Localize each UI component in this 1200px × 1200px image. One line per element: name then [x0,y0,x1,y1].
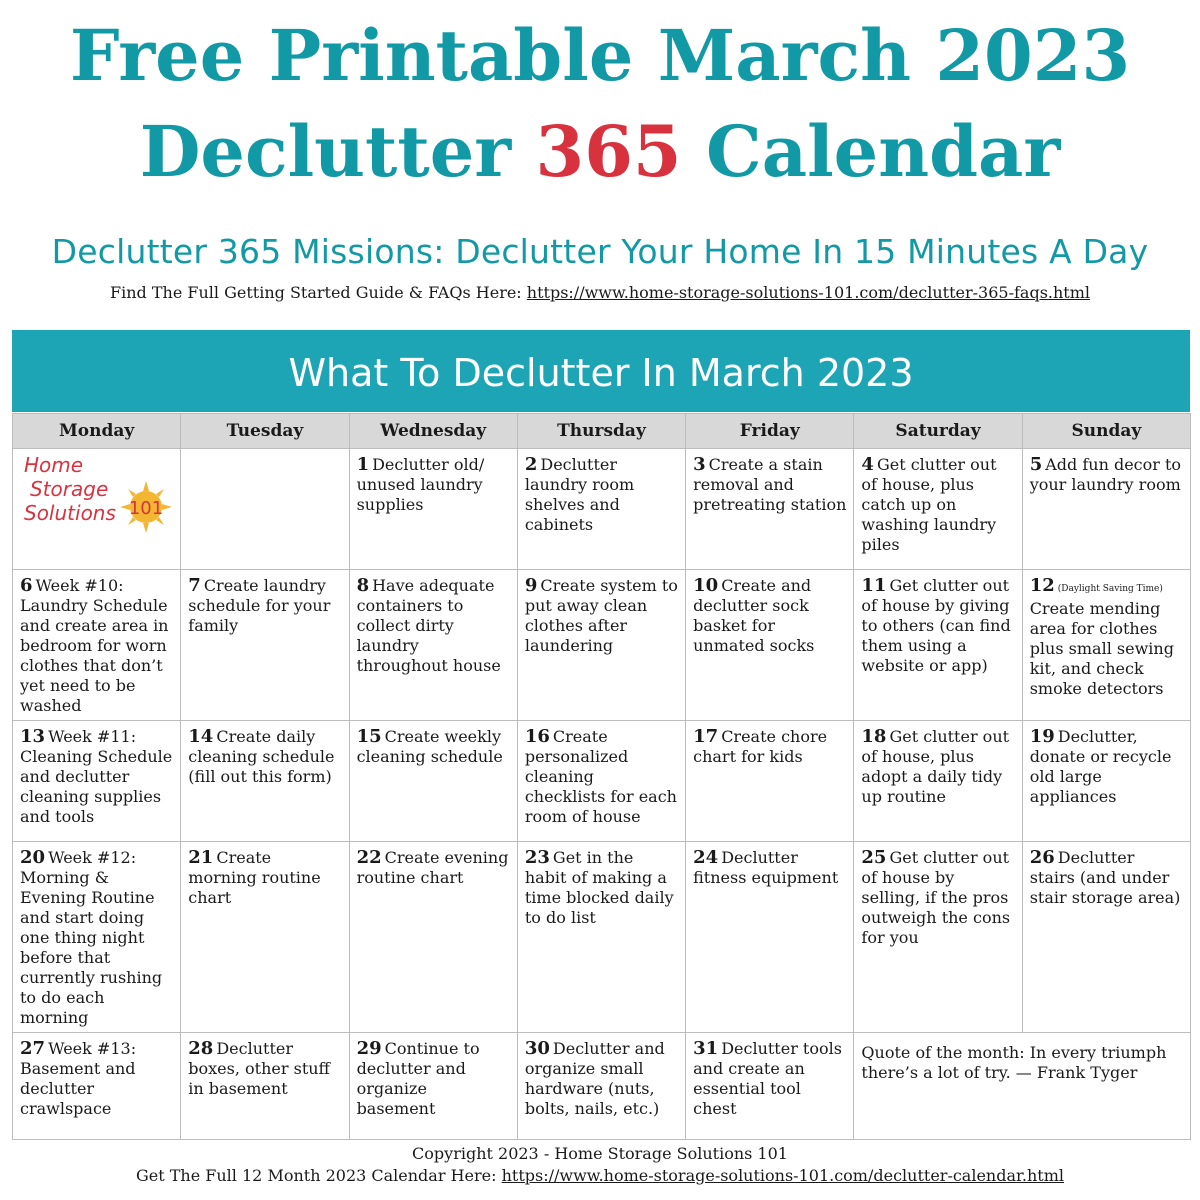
day-cell-26 [1022,842,1190,1033]
day-cell-5 [1022,449,1190,570]
page-title-line2 [0,104,1200,200]
day-number: 16 [524,726,550,747]
day-cell-18 [854,721,1022,842]
day-number: 17 [693,726,719,747]
day-number: 19 [1029,726,1055,747]
day-cell-1 [349,449,517,570]
weekday-sunday: Sunday [1022,414,1190,449]
task-text: plus [1029,639,1069,658]
day-cell-19 [1022,721,1190,842]
task-text: , plus adopt a [861,747,975,786]
task-link[interactable]: small sewing kit [1029,639,1174,678]
task-link[interactable]: stain removal and pretreating station [693,455,847,514]
guide-line [0,283,1200,302]
footer-calendar-line [0,1166,1200,1185]
day-number: 21 [188,847,214,868]
week-row-2 [13,570,1191,721]
task-link[interactable]: Have adequate containers to collect dirty laundry throughout house [356,576,501,675]
day-number: 8 [356,575,370,596]
day-number: 26 [1029,847,1055,868]
day-cell-16 [517,721,685,842]
day-cell-30 [517,1033,685,1140]
task-text: (nuts, bolts, nails, etc.) [524,1079,660,1118]
task-link[interactable]: declutter cleaning supplies [20,767,162,806]
sun-icon [120,481,172,533]
task-link[interactable]: this form [251,767,326,786]
task-text: ) [325,767,332,786]
weekday-tuesday: Tuesday [181,414,349,449]
task-text: (fill out [188,767,252,786]
task-text: Create and declutter [693,576,812,615]
day-number: 27 [20,1038,46,1059]
day-cell-21 [181,842,349,1033]
day-number: 25 [861,847,887,868]
day-cell-23 [517,842,685,1033]
task-link[interactable]: Get clutter out of house [861,455,997,494]
day-number: 3 [693,454,706,475]
task-link[interactable]: check smoke detectors [1029,659,1164,698]
task-link[interactable]: declutter crawlspace [20,1079,112,1118]
day-number: 24 [693,847,719,868]
task-text: Get in the habit of making a time blocked daily to do list [524,848,674,927]
task-text: Create a [708,455,784,474]
title-365: 365 [535,110,682,193]
task-link[interactable]: area in bedroom for worn clothes that don’t yet need to be washed [20,616,169,715]
logo-word-home: Home [24,453,84,477]
day-number: 10 [693,575,719,596]
task-link[interactable]: fun decor to your laundry room [1029,455,1182,494]
task-link[interactable]: daily tidy up routine [861,767,1003,806]
day-cell-9 [517,570,685,721]
footer-copyright: Copyright 2023 - Home Storage Solutions 101 [412,1144,788,1163]
weekday-monday: Monday [13,414,181,449]
day-number: 31 [693,1038,719,1059]
title-calendar: Calendar [706,110,1061,193]
weekday-saturday: Saturday [854,414,1022,449]
task-link[interactable]: catch up on washing laundry piles [861,495,997,554]
task-link[interactable]: Week #12: Morning & Evening Routine [20,848,155,907]
logo-word-storage: Storage [30,477,109,501]
logo-word-solutions: Solutions [24,501,116,525]
day-cell-25 [854,842,1022,1033]
task-link[interactable]: Get clutter out of house [861,727,1010,766]
task-link[interactable]: Create chore chart for kids [693,727,828,766]
weekday-header-row [13,414,1191,449]
weekday-thursday: Thursday [517,414,685,449]
weekday-friday: Friday [686,414,854,449]
task-text: Create personalized [524,727,629,766]
day-cell-27 [13,1033,181,1140]
task-link[interactable]: essential tool chest [693,1079,801,1118]
day-cell-15 [349,721,517,842]
week-row-5 [13,1033,1191,1140]
task-link[interactable]: Declutter old/ unused laundry supplies [356,455,485,514]
day-cell-11 [854,570,1022,721]
task-text: and [100,1059,136,1078]
day-cell-2 [517,449,685,570]
task-link[interactable]: Create laundry schedule for your family [188,576,331,635]
calendar-heading: What To Declutter In March 2023 [12,330,1190,412]
task-link[interactable]: Declutter fitness equipment [693,848,839,887]
day-number: 6 [20,575,33,596]
page-title-line1: Free Printable March 2023 [69,14,1131,97]
day-number: 29 [356,1038,382,1059]
task-text: , plus [929,475,975,494]
day-cell-20 [13,842,181,1033]
day-number: 30 [524,1038,550,1059]
task-text: Get clutter out of house by selling, if the pros outweigh the cons for you [861,848,1011,947]
guide-text: Find The Full Getting Started Guide & FAQs Here: [109,283,522,302]
day-cell-13 [13,721,181,842]
day-number: 4 [861,454,874,475]
task-link[interactable]: Declutter boxes, other stuff in basement [188,1039,330,1098]
week-row-3 [13,721,1191,842]
footer-link[interactable]: https://www.home-storage-solutions-101.com/declutter-calendar.html [501,1166,1065,1185]
day-cell-4 [854,449,1022,570]
task-link[interactable]: Create mending area for clothes [1029,599,1161,638]
day-number: 11 [861,575,887,596]
task-link[interactable]: Declutter and organize small hardware [524,1039,665,1098]
task-link[interactable]: Create morning routine chart [188,848,321,907]
day-cell-24 [686,842,854,1033]
task-link[interactable]: Create system to put away clean clothes after laundering [524,576,678,655]
day-cell-28 [181,1033,349,1140]
calendar-table [12,413,1191,1140]
task-link[interactable]: organize basement [356,1079,436,1118]
week-row-1 [13,449,1191,570]
day-cell-31 [686,1033,854,1140]
week-row-4 [13,842,1191,1033]
task-link[interactable]: Declutter stairs (and under stair storage area) [1029,848,1181,907]
title-declutter: Declutter [139,110,512,193]
day-number: 1 [356,454,370,475]
task-text: and create [20,616,112,635]
empty-cell [181,449,349,570]
day-cell-14 [181,721,349,842]
logo-cell [13,449,181,570]
day-number: 7 [188,575,201,596]
task-link[interactable]: Week #13: Basement [20,1039,137,1078]
daylight-saving-note: (Daylight Saving Time) [1057,584,1163,594]
day-cell-7 [181,570,349,721]
day-cell-10 [686,570,854,721]
day-cell-17 [686,721,854,842]
day-cell-29 [349,1033,517,1140]
day-number: 23 [524,847,550,868]
day-number: 9 [524,575,538,596]
task-link[interactable]: Declutter tools [721,1039,842,1058]
task-text: Add [1045,455,1083,474]
guide-link[interactable]: https://www.home-storage-solutions-101.com/declutter-365-faqs.html [526,283,1091,302]
task-link[interactable]: Create daily cleaning schedule [188,727,335,766]
task-text: , and [1050,659,1097,678]
day-number: 2 [524,454,538,475]
day-number: 13 [20,726,46,747]
subtitle: Declutter 365 Missions: Declutter Your Home In 15 Minutes A Day [51,232,1149,271]
day-number: 28 [188,1038,214,1059]
task-text: Continue to declutter and [356,1039,480,1078]
day-number: 18 [861,726,887,747]
day-cell-22 [349,842,517,1033]
task-text: for each room of house [524,787,677,826]
day-cell-8 [349,570,517,721]
day-number: 22 [356,847,382,868]
weekday-wednesday: Wednesday [349,414,517,449]
task-link[interactable]: Week #11: Cleaning Schedule [20,727,173,766]
task-text: and start doing one thing night before that currently rushing to do each morning [20,908,163,1027]
task-link[interactable]: Week #10: Laundry Schedule [20,576,168,615]
task-text: and create an [693,1059,805,1078]
task-text: and tools [20,807,95,826]
task-link[interactable]: Declutter laundry room shelves and cabinets [524,455,635,534]
task-text: and [20,767,56,786]
day-number: 14 [188,726,214,747]
task-link[interactable]: sock basket for unmated socks [693,596,815,655]
logo-number: 101 [128,498,164,519]
hss101-logo [20,455,180,545]
footer-text: Get The Full 12 Month 2023 Calendar Here: [135,1166,497,1185]
task-link[interactable]: Create weekly cleaning schedule [356,727,503,766]
day-cell-3 [686,449,854,570]
task-text: Get clutter out of house by giving to others (can find them using a website or app) [861,576,1011,675]
task-link[interactable]: Declutter, donate or recycle old large appliances [1029,727,1172,806]
day-number: 12 [1029,575,1055,596]
day-number: 20 [20,847,46,868]
quote-of-month: Quote of the month: In every triumph there’s a lot of try. — Frank Tyger [854,1033,1191,1140]
task-link[interactable]: Create evening routine chart [356,848,509,887]
task-link[interactable]: cleaning checklists [524,767,606,806]
day-cell-12 [1022,570,1190,721]
day-number: 5 [1029,454,1043,475]
day-number: 15 [356,726,382,747]
day-cell-6 [13,570,181,721]
